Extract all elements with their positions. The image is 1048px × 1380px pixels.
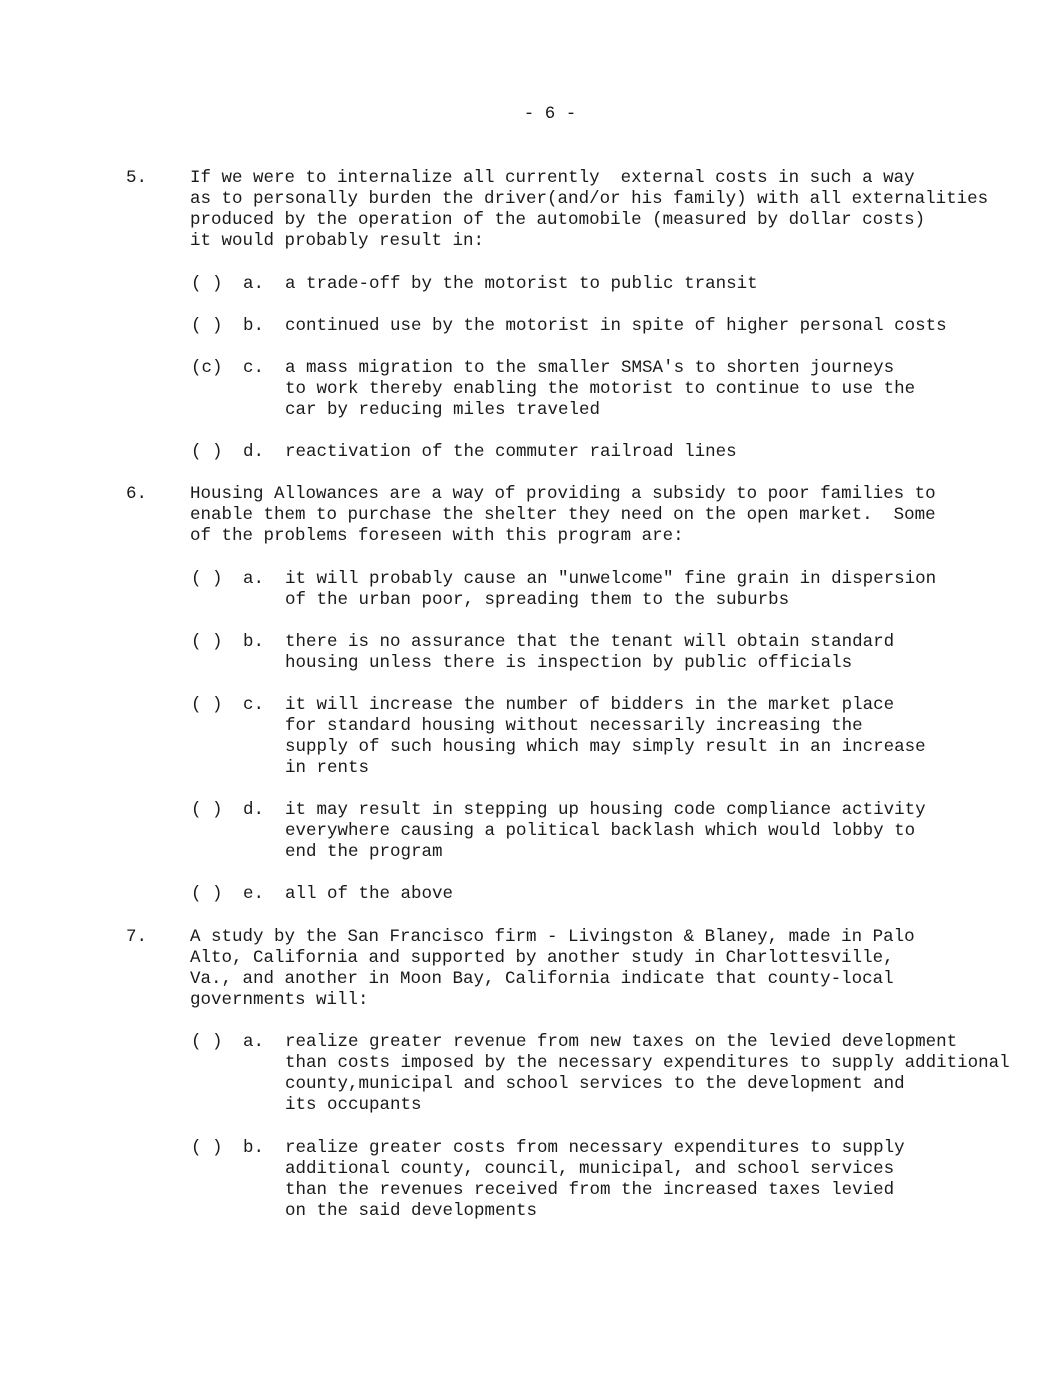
- question-stem: If we were to internalize all currently external costs in such a way as to personally burden the driver(and/or his family) with all externalities produced by the operation of the automobile (measured by dollar costs) it would probably result in:: [190, 168, 989, 251]
- answer-checkbox: ( ): [191, 884, 223, 904]
- option-text: a mass migration to the smaller SMSA's to shorten journeys to work thereby enabling the motorist to continue to use the car by reducing miles traveled: [285, 358, 916, 420]
- option-text: reactivation of the commuter railroad lines: [285, 442, 737, 462]
- option-text: all of the above: [285, 884, 454, 904]
- answer-checkbox: ( ): [191, 569, 223, 589]
- question-number: 5.: [126, 168, 148, 188]
- answer-checkbox: (c): [191, 358, 223, 378]
- option-letter: b.: [243, 316, 265, 336]
- option-letter: d.: [243, 800, 265, 820]
- option-text: it will increase the number of bidders in the market place for standard housing without necessarily increasing the supply of such housing which may simply result in an increase in rents: [285, 695, 926, 778]
- answer-checkbox: ( ): [191, 442, 223, 462]
- option-text: there is no assurance that the tenant will obtain standard housing unless there is inspection by public officials: [285, 632, 895, 673]
- option-text: realize greater revenue from new taxes on the levied development than costs imposed by the necessary expenditures to supply additional county,municipal and school services to the development and its occupants: [285, 1032, 1010, 1115]
- answer-checkbox: ( ): [191, 1032, 223, 1052]
- question-stem: Housing Allowances are a way of providing a subsidy to poor families to enable them to purchase the shelter they need on the open market. Some of the problems foreseen with this program are:: [190, 484, 936, 546]
- option-letter: c.: [243, 695, 265, 715]
- answer-checkbox: ( ): [191, 1138, 223, 1158]
- option-text: it may result in stepping up housing code compliance activity everywhere causing a political backlash which would lobby to end the program: [285, 800, 926, 862]
- option-letter: a.: [243, 274, 265, 294]
- answer-checkbox: ( ): [191, 274, 223, 294]
- question-number: 7.: [126, 927, 148, 947]
- answer-checkbox: ( ): [191, 695, 223, 715]
- answer-checkbox: ( ): [191, 632, 223, 652]
- answer-checkbox: ( ): [191, 800, 223, 820]
- option-text: continued use by the motorist in spite of higher personal costs: [285, 316, 947, 336]
- option-letter: d.: [243, 442, 265, 462]
- page-number: - 6 -: [523, 104, 577, 124]
- question-stem: A study by the San Francisco firm - Livingston & Blaney, made in Palo Alto, California and supported by another study in Charlottesville, Va., and another in Moon Bay, California indicate that county-local governments will:: [190, 927, 915, 1010]
- option-letter: c.: [243, 358, 265, 378]
- option-letter: b.: [243, 1138, 265, 1158]
- option-letter: a.: [243, 569, 265, 589]
- option-text: it will probably cause an "unwelcome" fine grain in dispersion of the urban poor, spreading them to the suburbs: [285, 569, 937, 610]
- question-number: 6.: [126, 484, 148, 504]
- option-letter: a.: [243, 1032, 265, 1052]
- answer-checkbox: ( ): [191, 316, 223, 336]
- option-letter: b.: [243, 632, 265, 652]
- option-letter: e.: [243, 884, 265, 904]
- option-text: realize greater costs from necessary expenditures to supply additional county, council, municipal, and school services than the revenues received from the increased taxes levied on the said developments: [285, 1138, 905, 1221]
- option-text: a trade-off by the motorist to public transit: [285, 274, 758, 294]
